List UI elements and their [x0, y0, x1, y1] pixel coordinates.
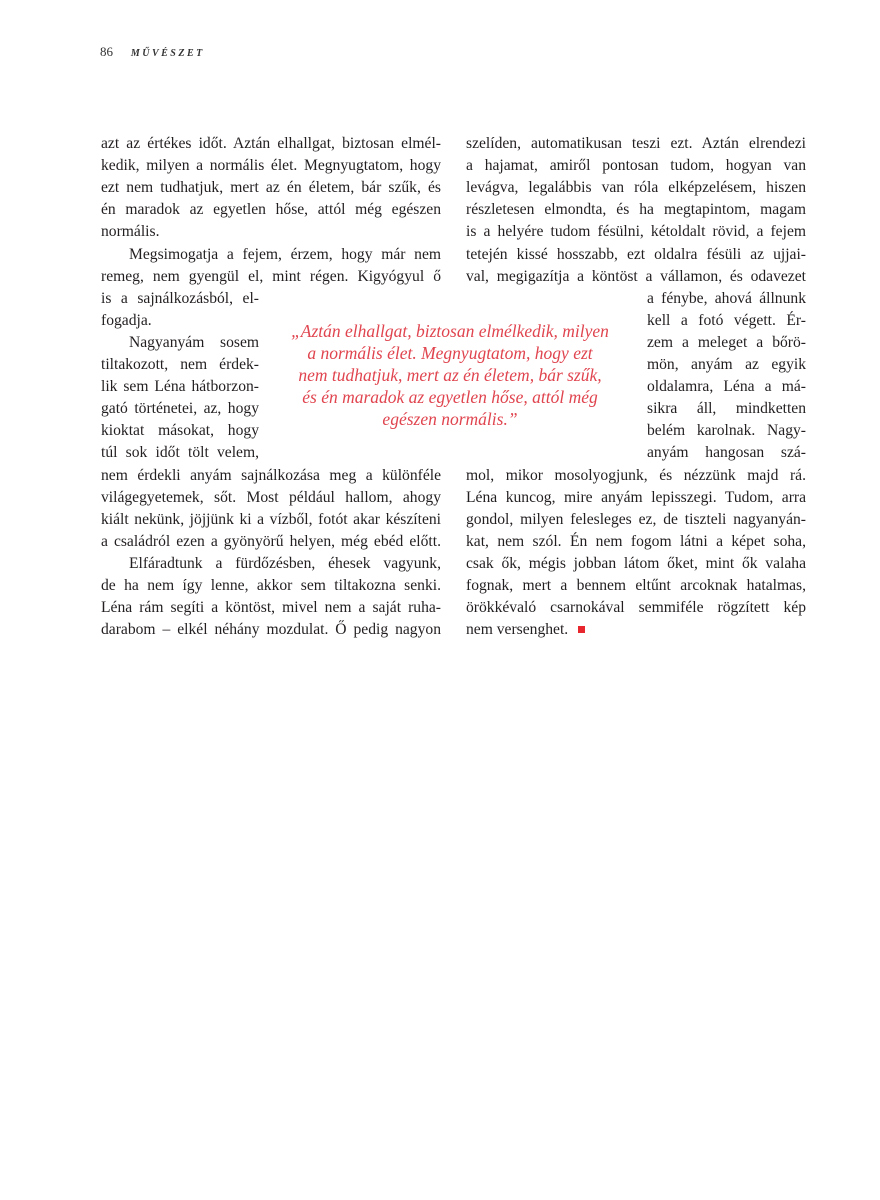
text-line-content: levágva, legalábbis van róla elképzelésem, hiszen [466, 179, 806, 197]
text-line-content: kat, nem szól. Én nem fogom látni a képet soha, [466, 532, 806, 550]
text-line-content: Léna kuncog, mire anyám lepisszegi. Tudom, arra [466, 488, 806, 506]
text-line-content: tetején kissé hosszabb, ezt oldalra fésüli az ujjai- [466, 245, 806, 263]
text-line-content: mön, anyám az egyik [647, 356, 806, 373]
text-line [466, 177, 806, 199]
text-line [466, 266, 806, 288]
text-line-content: fognak, mert a bennem eltűnt arcoknak hatalmas, [466, 577, 806, 594]
pull-quote-line: „Aztán elhallgat, biztosan elmélkedik, milyen [291, 321, 609, 341]
text-line [101, 531, 441, 553]
text-line-content: lik sem Léna hátborzon- [101, 378, 259, 396]
text-line-content: tiltakozott, nem érdek- [101, 356, 259, 373]
text-line [647, 288, 806, 310]
text-line-content: fogadja. [101, 311, 152, 329]
text-line [466, 487, 806, 509]
text-line-content: a fénybe, ahová állnunk [647, 289, 806, 307]
text-line-content: túl sok időt tölt velem, [101, 444, 259, 462]
text-line [647, 420, 806, 442]
text-line [101, 221, 441, 243]
text-line-content: kiált nekünk, jöjjünk ki a vízből, fotót akar készíteni [101, 510, 441, 528]
pull-quote-line: nem tudhatjuk, mert az én életem, bár szűk, [298, 365, 602, 385]
text-line-content: sikra áll, mindketten [647, 400, 806, 418]
text-line-content: normális. [101, 223, 160, 241]
text-line [466, 221, 806, 243]
text-line-content: kioktat másokat, hogy [101, 422, 259, 440]
text-line-content: gató történetei, az, hogy [101, 400, 259, 418]
text-line [101, 420, 259, 442]
text-line-content: azt az értékes időt. Aztán elhallgat, biztosan elmél- [101, 135, 441, 152]
text-line-content: a hajamat, amiről pontosan tudom, hogyan van [466, 157, 806, 175]
text-line-content: nem versenghet. [466, 621, 569, 639]
text-line-content: val, megigazítja a köntöst a vállamon, és odavezet [466, 267, 806, 285]
text-line [101, 575, 441, 597]
text-line-content: én maradok az egyetlen hőse, attól még egészen [101, 201, 441, 219]
text-line-content: is a sajnálkozásból, el- [101, 289, 259, 307]
pull-quote-line: egészen normális.” [382, 409, 518, 429]
text-line [466, 199, 806, 221]
text-line-content: nem érdekli anyám sajnálkozása meg a különféle [101, 466, 441, 484]
text-line-content: Nagyanyám sosem [129, 333, 259, 351]
text-line [466, 155, 806, 177]
text-line [466, 619, 806, 641]
text-line-content: belém karolnak. Nagy- [647, 422, 806, 440]
text-line-content: is a helyére tudom fésülni, kétoldalt rövid, a fejem [466, 223, 806, 241]
text-line-content: Léna rám segíti a köntöst, mivel nem a saját ruha- [101, 599, 441, 617]
text-line [101, 199, 441, 221]
text-line [101, 376, 259, 398]
text-line [466, 531, 806, 553]
text-line-content: zem a meleget a bőrö- [647, 333, 806, 351]
text-line-content: remeg, nem gyengül el, mint régen. Kigyógyul ő [101, 267, 441, 285]
text-line-content: gondol, milyen felesleges ez, de tiszteli nagyanyán- [466, 510, 806, 528]
text-line-content: szelíden, automatikusan teszi ezt. Aztán elrendezi [466, 135, 806, 152]
text-line [466, 509, 806, 531]
text-line [101, 266, 441, 288]
paragraph-first-line [129, 332, 259, 354]
text-line [647, 376, 806, 398]
text-line [101, 442, 259, 464]
text-line-content: anyám hangosan szá- [647, 444, 806, 462]
text-line-content: részletesen elmondta, és ha megtapintom, magam [466, 201, 806, 219]
text-line-content: ezt nem tudhatjuk, mert az én életem, bár szűk, és [101, 179, 441, 197]
running-header [100, 44, 205, 60]
text-line [647, 332, 806, 354]
text-line-content: Megsimogatja a fejem, érzem, hogy már nem [129, 245, 441, 263]
end-of-article-mark [578, 626, 585, 633]
paragraph-first-line [129, 244, 441, 266]
text-line-content: oldalamra, Léna a má- [647, 378, 806, 396]
text-line-content: Elfáradtunk a fürdőzésben, éhesek vagyunk, [129, 554, 441, 572]
text-line [101, 487, 441, 509]
text-line [101, 465, 441, 487]
text-line-content: darabom – elkél néhány mozdulat. Ő pedig nagyon [101, 621, 441, 639]
text-line [466, 597, 806, 619]
text-line [466, 133, 806, 155]
text-line-content: de ha nem így lenne, akkor sem tiltakozna senki. [101, 577, 441, 594]
text-line [101, 310, 259, 332]
text-line-content: csak ők, mégis jobban látom őket, mint ők valaha [466, 554, 806, 572]
page-number: 86 [100, 44, 113, 59]
text-line [101, 177, 441, 199]
text-line [466, 244, 806, 266]
text-line-content: világegyetemek, sőt. Most például hallom, ahogy [101, 488, 441, 506]
text-line [647, 442, 806, 464]
text-line [101, 509, 441, 531]
text-line-content: kell a fotó végett. Ér- [647, 311, 806, 329]
text-line [101, 155, 441, 177]
text-line [466, 553, 806, 575]
text-line-content: kedik, milyen a normális élet. Megnyugtatom, hogy [101, 157, 441, 175]
text-line [466, 575, 806, 597]
pull-quote [274, 320, 626, 430]
text-line-content: örökkévaló csarnokával semmiféle rögzített kép [466, 599, 806, 617]
text-line [647, 398, 806, 420]
pull-quote-line: és én maradok az egyetlen hőse, attól még [302, 387, 598, 407]
text-line [466, 465, 806, 487]
pull-quote-line: a normális élet. Megnyugtatom, hogy ezt [307, 343, 593, 363]
text-line [101, 354, 259, 376]
text-line [101, 597, 441, 619]
text-line [101, 619, 441, 641]
text-line [647, 354, 806, 376]
text-line [101, 133, 441, 155]
text-line [101, 398, 259, 420]
section-title: MŰVÉSZET [130, 48, 205, 59]
text-line [647, 310, 806, 332]
text-line-content: a családról ezen a gyönyörű helyen, még ebéd előtt. [101, 532, 441, 550]
text-line-content: mol, mikor mosolyogjunk, és nézzünk majd rá. [466, 466, 806, 484]
text-line [101, 288, 259, 310]
paragraph-first-line [129, 553, 441, 575]
